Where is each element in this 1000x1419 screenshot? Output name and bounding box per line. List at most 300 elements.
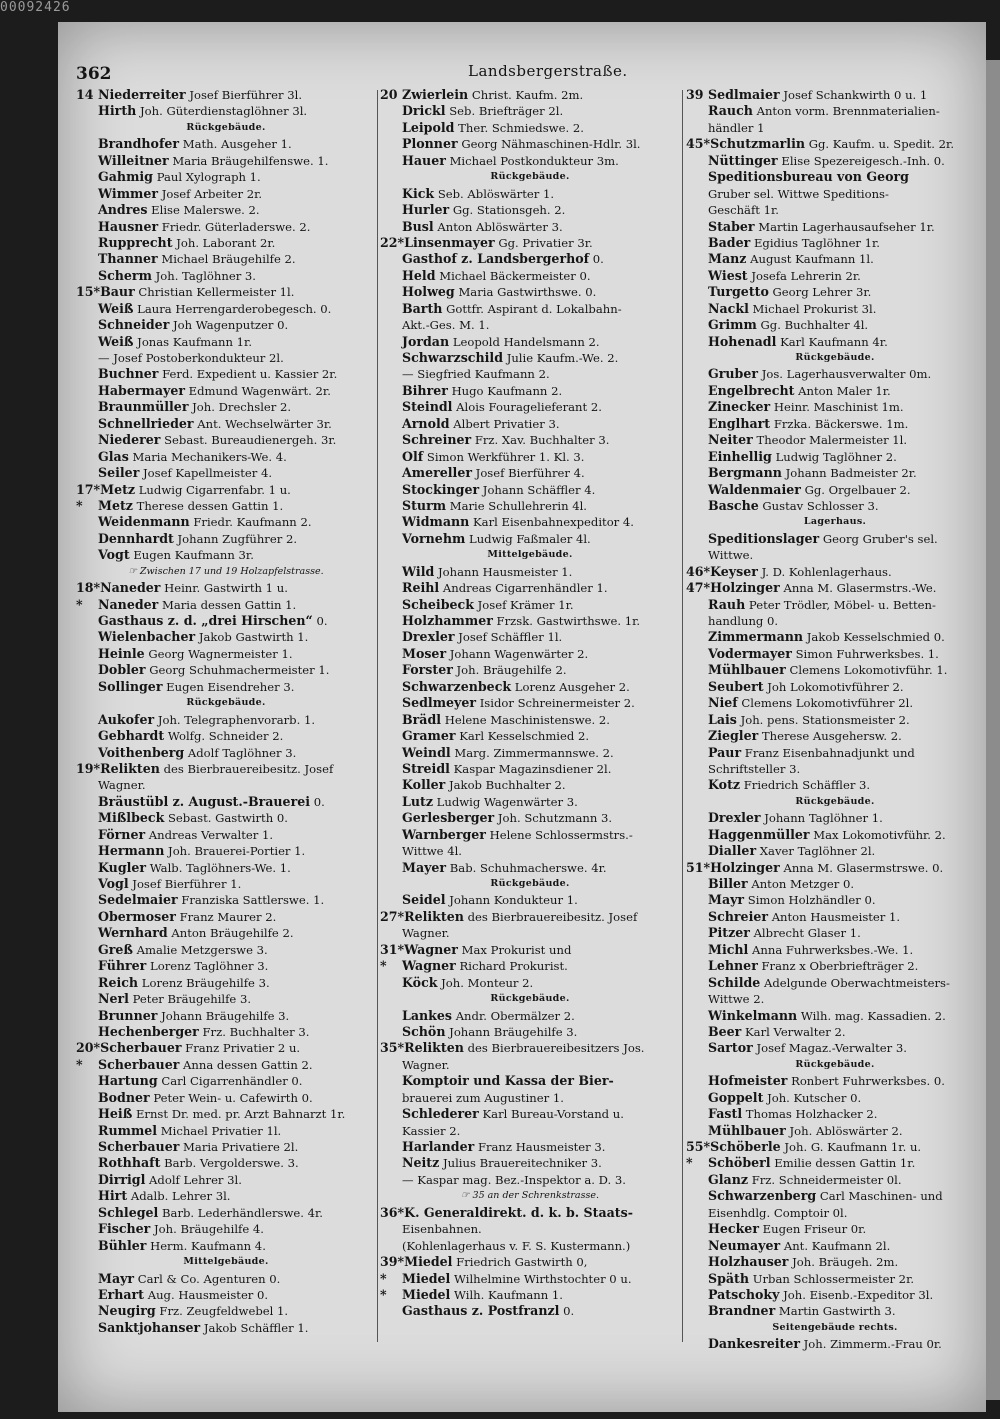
house-number: * xyxy=(380,958,387,974)
directory-entry xyxy=(686,777,984,793)
directory-entry xyxy=(76,580,376,596)
directory-entry xyxy=(380,87,680,103)
resident-surname: Bader xyxy=(708,234,751,250)
resident-surname: Plonner xyxy=(402,136,458,152)
resident-surname: Glas xyxy=(98,448,129,464)
directory-entry xyxy=(686,564,984,580)
resident-details: Joh. Eisenb.-Expeditor 3l. xyxy=(783,1287,934,1302)
directory-entry xyxy=(380,449,680,465)
resident-surname: Fastl xyxy=(708,1106,743,1122)
resident-surname: Naneder xyxy=(98,596,159,612)
resident-details: Wilhelmine Wirthstochter 0 u. xyxy=(454,1271,632,1286)
directory-entry xyxy=(380,383,680,399)
resident-details: Jakob Buchhalter 2. xyxy=(448,778,566,793)
section-heading: Rückgebäude. xyxy=(490,878,570,889)
entry-continuation: Eisenhdlg. Comptoir 0l. xyxy=(708,1205,848,1220)
directory-entry xyxy=(76,416,376,432)
directory-entry xyxy=(686,87,984,103)
resident-surname: Winkelmann xyxy=(708,1007,798,1023)
resident-details: Clemens Lokomotivführ. 1. xyxy=(789,663,948,678)
resident-details: Seb. Briefträger 2l. xyxy=(449,104,564,119)
directory-entry xyxy=(686,1238,984,1254)
resident-details: Xaver Taglöhner 2l. xyxy=(759,844,876,859)
directory-entry xyxy=(686,629,984,645)
resident-surname: Busl xyxy=(402,218,434,234)
directory-entry xyxy=(380,1205,680,1221)
resident-details: Maria Bräugehilfenswe. 1. xyxy=(172,153,329,168)
entry-continuation: Eisenbahnen. xyxy=(402,1222,482,1237)
resident-details: Karl Verwalter 2. xyxy=(745,1024,846,1039)
directory-entry xyxy=(686,728,984,744)
resident-surname: Lankes xyxy=(402,1007,452,1023)
resident-details: Laura Herrengarderobegesch. 0. xyxy=(137,301,332,316)
resident-surname: Gasthaus z. Postfranzl xyxy=(402,1303,560,1319)
resident-surname: Holweg xyxy=(402,284,455,300)
directory-entry xyxy=(380,712,680,728)
cross-reference-note: ☞ 35 an der Schrenkstrasse. xyxy=(461,1190,599,1202)
resident-surname: Kotz xyxy=(708,777,741,793)
resident-details: Lorenz Bräugehilfe 3. xyxy=(141,975,270,990)
column-divider xyxy=(682,90,683,1342)
resident-details: Jos. Lagerhausverwalter 0m. xyxy=(761,367,932,382)
resident-details: Martin Gastwirth 3. xyxy=(778,1304,896,1319)
resident-surname: Bodner xyxy=(98,1089,150,1105)
directory-entry xyxy=(686,1172,984,1188)
directory-entry xyxy=(76,383,376,399)
resident-details: Christian Kellermeister 1l. xyxy=(138,285,295,300)
resident-details: Martin Lagerhausaufseher 1r. xyxy=(758,219,935,234)
directory-entry xyxy=(76,498,376,514)
resident-details: Therese dessen Gattin 1. xyxy=(136,498,284,513)
resident-details: Maria Gastwirthswe. 0. xyxy=(458,285,597,300)
resident-details: Albrecht Glaser 1. xyxy=(753,926,861,941)
directory-entry xyxy=(76,1040,376,1056)
directory-entry xyxy=(76,334,376,350)
directory-entry xyxy=(76,186,376,202)
resident-surname: Englhart xyxy=(708,415,771,431)
resident-surname: Wiest xyxy=(708,267,748,283)
resident-surname: Hofmeister xyxy=(708,1073,788,1089)
resident-details: Edmund Wagenwärt. 2r. xyxy=(188,383,331,398)
resident-details: Therese Ausgehersw. 2. xyxy=(761,729,902,744)
entry-continuation: Wagner. xyxy=(98,778,146,793)
resident-details: Albert Privatier 3. xyxy=(453,416,560,431)
house-number: 55* xyxy=(686,1139,711,1154)
directory-entry xyxy=(76,827,376,843)
resident-details: Karl Kesselschmied 2. xyxy=(459,729,590,744)
resident-surname: Scherbauer xyxy=(100,1040,182,1056)
directory-entry xyxy=(686,465,984,481)
directory-entry xyxy=(686,712,984,728)
resident-details: Isidor Schreinermeister 2. xyxy=(479,696,635,711)
resident-surname: Voithenberg xyxy=(98,744,185,760)
directory-entry xyxy=(76,629,376,645)
directory-entry xyxy=(380,1040,680,1056)
resident-details: Ant. Kaufmann 2l. xyxy=(783,1238,891,1253)
resident-surname: Vornehm xyxy=(402,530,466,546)
resident-surname: Miedel xyxy=(402,1270,451,1286)
resident-surname: Metz xyxy=(100,481,136,497)
resident-surname: Harlander xyxy=(402,1139,475,1154)
house-number: 20 xyxy=(380,87,398,102)
resident-surname: Seiler xyxy=(98,465,140,481)
resident-details: Franz Privatier 2 u. xyxy=(185,1041,301,1056)
resident-details: Frz. Schneidermeister 0l. xyxy=(751,1172,902,1187)
resident-surname: Stockinger xyxy=(402,481,480,497)
resident-surname: Habermayer xyxy=(98,382,185,398)
resident-details: Egidius Taglöhner 1r. xyxy=(753,235,880,250)
directory-entry xyxy=(76,465,376,481)
resident-details: Frz. Zeugfeldwebel 1. xyxy=(159,1304,289,1319)
directory-entry xyxy=(76,1155,376,1171)
entry-continuation: Wagner. xyxy=(402,1057,450,1072)
directory-entry xyxy=(76,235,376,251)
resident-details: Elise Malerswe. 2. xyxy=(151,203,260,218)
directory-entry xyxy=(76,202,376,218)
resident-details: Joh. Laborant 2r. xyxy=(176,235,276,250)
resident-details: Georg Schuhmachermeister 1. xyxy=(149,663,330,678)
resident-details: Adelgunde Oberwachtmeisters- xyxy=(764,975,950,990)
directory-entry xyxy=(686,597,984,613)
resident-details: Adolf Taglöhner 3. xyxy=(187,745,297,760)
directory-entry xyxy=(686,975,984,991)
resident-surname: Hirth xyxy=(98,103,137,119)
resident-details: Math. Ausgeher 1. xyxy=(182,137,292,152)
resident-surname: Drexler xyxy=(708,810,761,826)
resident-surname: Brunner xyxy=(98,1007,158,1023)
directory-entry xyxy=(686,1090,984,1106)
directory-entry xyxy=(686,695,984,711)
resident-surname: Weindl xyxy=(402,744,451,760)
resident-surname: Neitz xyxy=(402,1155,440,1171)
directory-entry xyxy=(380,432,680,448)
resident-details: Barb. Vergolderswe. 3. xyxy=(164,1156,299,1171)
resident-details: Anton Metzger 0. xyxy=(751,877,855,891)
directory-entry xyxy=(686,1040,984,1056)
directory-entry xyxy=(686,646,984,662)
directory-entry xyxy=(380,1287,680,1303)
resident-surname: Neugirg xyxy=(98,1303,156,1319)
resident-details: Sebast. Bureaudienergeh. 3r. xyxy=(164,433,337,448)
directory-entry xyxy=(686,284,984,300)
column-divider xyxy=(377,90,378,1342)
resident-surname: Mayr xyxy=(98,1270,135,1286)
resident-details: Adolf Lehrer 3l. xyxy=(149,1172,242,1187)
resident-surname: Speditionslager xyxy=(708,530,820,546)
directory-entry xyxy=(380,1303,680,1319)
house-number: 19* xyxy=(76,760,101,776)
section-heading: Rückgebäude. xyxy=(186,121,266,133)
directory-entry xyxy=(686,268,984,284)
resident-details: Frzka. Bäckerswe. 1m. xyxy=(773,416,909,431)
directory-entry xyxy=(686,531,984,547)
resident-details: Carl Maschinen- und xyxy=(819,1189,943,1204)
resident-surname: Brädl xyxy=(402,711,442,727)
resident-details: Johann Bräugehilfe 3. xyxy=(449,1024,578,1039)
resident-details: Josefa Lehrerin 2r. xyxy=(751,268,861,283)
house-number: 47* xyxy=(686,580,711,596)
directory-entry xyxy=(76,761,376,777)
resident-details: des Bierbrauereibesitz. Josef xyxy=(467,909,638,924)
resident-details: Maria Privatiere 2l. xyxy=(183,1140,299,1154)
resident-details: Johann Badmeister 2r. xyxy=(785,466,917,481)
directory-entry xyxy=(380,531,680,547)
directory-entry xyxy=(76,1123,376,1139)
directory-entry xyxy=(380,251,680,267)
resident-surname: Steindl xyxy=(402,399,453,415)
resident-surname: Schnellrieder xyxy=(98,415,194,431)
resident-surname: Baur xyxy=(100,284,135,300)
resident-surname: Scherbauer xyxy=(98,1056,180,1072)
resident-surname: Waldenmaier xyxy=(708,481,801,497)
resident-details: Gg. Privatier 3r. xyxy=(498,235,593,250)
directory-entry xyxy=(380,202,680,218)
resident-surname: Dirrigl xyxy=(98,1171,146,1187)
resident-surname: Scherm xyxy=(98,267,152,283)
directory-entry xyxy=(380,695,680,711)
column-1 xyxy=(76,87,376,1336)
house-number: * xyxy=(380,1270,387,1286)
directory-entry xyxy=(686,1271,984,1287)
resident-surname: Gasthof z. Landsbergerhof xyxy=(402,251,590,267)
directory-entry xyxy=(380,1008,680,1024)
directory-entry xyxy=(380,120,680,136)
resident-surname: Gramer xyxy=(402,728,456,744)
resident-surname: Späth xyxy=(708,1270,750,1286)
directory-entry xyxy=(380,498,680,514)
resident-surname: Engelbrecht xyxy=(708,382,795,398)
resident-surname: Mayer xyxy=(402,859,447,875)
house-number: 39* xyxy=(380,1254,405,1270)
directory-entry xyxy=(686,1008,984,1024)
resident-details: Johann Kondukteur 1. xyxy=(449,893,578,908)
house-number: 20* xyxy=(76,1040,101,1056)
resident-details: Friedrich Gastwirth 0, xyxy=(456,1255,588,1270)
resident-details: 0. xyxy=(563,1304,575,1319)
resident-surname: Schöberle xyxy=(710,1139,781,1154)
house-number: * xyxy=(380,1286,387,1302)
house-number: 14 xyxy=(76,87,94,102)
resident-details: Franziska Sattlerswe. 1. xyxy=(181,893,325,908)
resident-surname: Schlederer xyxy=(402,1106,479,1122)
resident-surname: Mißlbeck xyxy=(98,810,165,826)
resident-surname: Nief xyxy=(708,695,738,711)
resident-details: Karl Kaufmann 4r. xyxy=(780,334,888,349)
directory-entry xyxy=(76,1287,376,1303)
resident-surname: Thanner xyxy=(98,251,158,267)
resident-surname: Gasthaus z. d. „drei Hirschen“ xyxy=(98,613,313,628)
resident-details: Josef Bierführer 4. xyxy=(475,466,585,481)
resident-details: Wilh. Kaufmann 1. xyxy=(454,1287,563,1302)
directory-entry xyxy=(686,366,984,382)
resident-surname: Sturm xyxy=(402,497,447,513)
resident-surname: Heinle xyxy=(98,645,145,661)
directory-entry xyxy=(686,843,984,859)
directory-entry xyxy=(76,1106,376,1122)
directory-entry xyxy=(686,1073,984,1089)
directory-entry xyxy=(380,892,680,908)
house-number: 39 xyxy=(686,87,704,102)
house-number: * xyxy=(686,1155,693,1171)
resident-details: Kaspar Magazinsdiener 2l. xyxy=(453,761,612,776)
resident-surname: Nüttinger xyxy=(708,152,778,168)
directory-entry xyxy=(686,1303,984,1319)
resident-surname: Gruber xyxy=(708,366,758,382)
directory-entry xyxy=(686,1336,984,1352)
resident-surname: Koller xyxy=(402,777,446,793)
resident-details: Josef Bierführer 1. xyxy=(132,877,242,891)
resident-surname: Rauch xyxy=(708,103,753,119)
resident-details: Anton Ablöswärter 3. xyxy=(437,219,563,234)
resident-details: Jakob Gastwirth 1. xyxy=(198,630,309,645)
house-number: 46* xyxy=(686,563,711,579)
house-number: 36* xyxy=(380,1204,405,1220)
resident-details: Joh. Güterdienstaglöhner 3l. xyxy=(139,104,308,119)
resident-details: Johann Bräugehilfe 3. xyxy=(161,1008,290,1023)
resident-surname: Andres xyxy=(98,202,148,218)
directory-entry xyxy=(686,662,984,678)
resident-details: Ludwig Faßmaler 4l. xyxy=(469,531,591,546)
resident-surname: Holzhammer xyxy=(402,613,493,628)
resident-surname: Michl xyxy=(708,941,749,957)
entry-continuation: Gruber sel. Wittwe Speditions- xyxy=(708,186,889,201)
directory-entry xyxy=(380,219,680,235)
running-head: Landsbergerstraße. xyxy=(468,62,628,80)
resident-surname: Brandner xyxy=(708,1303,776,1319)
resident-surname: Patschoky xyxy=(708,1286,780,1302)
directory-entry xyxy=(380,629,680,645)
resident-details: Karl Bureau-Vorstand u. xyxy=(482,1107,624,1122)
directory-entry xyxy=(686,1287,984,1303)
resident-surname: Vogl xyxy=(98,876,129,891)
resident-details: Frzsk. Gastwirthswe. 1r. xyxy=(496,614,641,628)
adjacent-page-edge xyxy=(986,60,1000,1400)
directory-entry xyxy=(76,482,376,498)
resident-details: Eugen Kaufmann 3r. xyxy=(133,548,254,563)
resident-surname: Sedlmaier xyxy=(708,87,780,102)
resident-details: Elise Spezereigesch.-Inh. 0. xyxy=(781,153,945,168)
resident-surname: Seubert xyxy=(708,678,764,694)
resident-details: Ludwig Wagenwärter 3. xyxy=(436,794,578,809)
directory-entry xyxy=(76,942,376,958)
directory-entry xyxy=(380,975,680,991)
resident-details: Simon Werkführer 1. Kl. 3. xyxy=(426,449,585,464)
directory-entry xyxy=(76,975,376,991)
resident-details: Ther. Schmiedswe. 2. xyxy=(458,120,584,135)
resident-details: 0. xyxy=(592,252,604,267)
directory-entry xyxy=(686,317,984,333)
house-number: 15* xyxy=(76,284,101,300)
directory-entry xyxy=(76,103,376,119)
directory-entry xyxy=(76,251,376,267)
entry-continuation: Schriftsteller 3. xyxy=(708,761,801,776)
resident-surname: Sedlmeyer xyxy=(402,695,477,711)
resident-surname: Heiß xyxy=(98,1106,133,1122)
resident-details: Joh. Bräugehilfe 2. xyxy=(456,663,567,678)
resident-details: Walb. Taglöhners-We. 1. xyxy=(149,860,291,875)
directory-entry xyxy=(76,169,376,185)
resident-surname: Erhart xyxy=(98,1286,145,1302)
directory-entry xyxy=(380,761,680,777)
directory-entry xyxy=(686,1024,984,1040)
resident-surname: Schwarzschild xyxy=(402,350,503,365)
resident-details: 0. xyxy=(313,794,325,809)
directory-entry xyxy=(76,1320,376,1336)
directory-entry xyxy=(76,991,376,1007)
resident-surname: Bühler xyxy=(98,1237,147,1253)
resident-details: Andr. Obermälzer 2. xyxy=(455,1008,575,1023)
house-number: * xyxy=(76,596,83,612)
resident-details: Andreas Cigarrenhändler 1. xyxy=(442,581,608,596)
resident-details: Simon Fuhrwerksbes. 1. xyxy=(795,646,939,661)
directory-entry xyxy=(686,810,984,826)
resident-surname: Einhellig xyxy=(708,448,772,464)
resident-surname: Jordan xyxy=(402,333,450,349)
directory-entry xyxy=(686,876,984,892)
entry-continuation: Geschäft 1r. xyxy=(708,203,779,218)
resident-details: Gg. Buchhalter 4l. xyxy=(760,318,869,333)
resident-details: Joh. Drechsler 2. xyxy=(192,400,292,415)
directory-entry xyxy=(686,219,984,235)
resident-details: Joh. Brauerei-Portier 1. xyxy=(168,844,306,859)
house-number: 22* xyxy=(380,234,405,250)
resident-surname: Moser xyxy=(402,645,447,661)
resident-details: Johann Schäffler 4. xyxy=(482,482,596,497)
resident-surname: Hartung xyxy=(98,1073,158,1089)
directory-entry xyxy=(686,169,984,185)
section-heading: Rückgebäude. xyxy=(490,171,570,183)
directory-entry xyxy=(686,301,984,317)
resident-surname: Weidenmann xyxy=(98,514,190,530)
directory-entry xyxy=(380,810,680,826)
resident-details: Joh. Schutzmann 3. xyxy=(497,811,613,826)
directory-entry xyxy=(686,580,984,596)
directory-entry xyxy=(76,597,376,613)
resident-surname: Wimmer xyxy=(98,185,159,201)
resident-details: Thomas Holzhacker 2. xyxy=(745,1107,878,1122)
resident-details: Johann Wagenwärter 2. xyxy=(449,646,589,661)
directory-entry xyxy=(686,449,984,465)
resident-surname: Miedel xyxy=(402,1286,451,1302)
directory-entry xyxy=(380,1254,680,1270)
resident-details: Joh. Zimmerm.-Frau 0r. xyxy=(803,1337,942,1352)
directory-entry xyxy=(686,136,984,152)
directory-entry xyxy=(76,860,376,876)
resident-surname: Haggenmüller xyxy=(708,826,810,842)
resident-surname: Amereller xyxy=(402,465,472,481)
resident-surname: Held xyxy=(402,267,436,283)
resident-details: Marie Schullehrerin 4l. xyxy=(449,498,587,513)
directory-entry xyxy=(76,909,376,925)
directory-entry xyxy=(380,334,680,350)
resident-surname: Greß xyxy=(98,941,133,957)
directory-entry xyxy=(686,942,984,958)
resident-surname: Schlegel xyxy=(98,1204,159,1220)
resident-details: August Kaufmann 1l. xyxy=(750,252,874,267)
resident-details: Joh. Bräugeh. 2m. xyxy=(792,1255,899,1270)
resident-surname: Drexler xyxy=(402,629,455,645)
resident-details: Michael Prokurist 3l. xyxy=(752,301,877,316)
directory-entry xyxy=(686,498,984,514)
directory-entry xyxy=(76,1024,376,1040)
directory-entry xyxy=(686,909,984,925)
directory-entry xyxy=(380,268,680,284)
resident-surname: Neiter xyxy=(708,432,753,448)
resident-details: Frz. Buchhalter 3. xyxy=(202,1024,310,1039)
resident-details: Joh. Taglöhner 3. xyxy=(155,268,256,283)
resident-surname: Dankesreiter xyxy=(708,1336,800,1352)
resident-surname: Scheibeck xyxy=(402,596,474,612)
